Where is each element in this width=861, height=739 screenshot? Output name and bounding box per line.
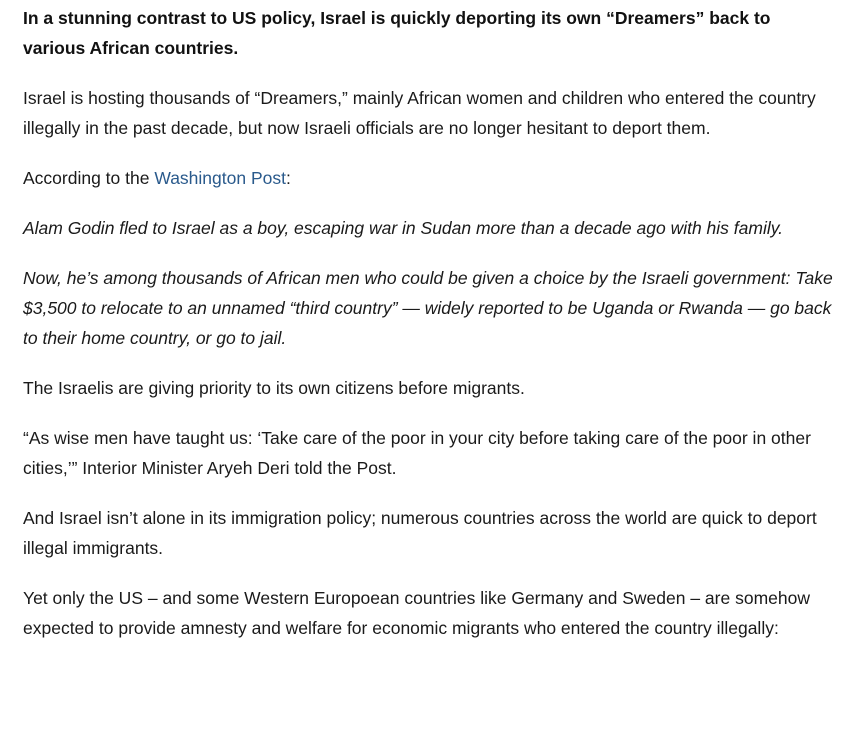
article-paragraph-4: “As wise men have taught us: ‘Take care of the poor in your city before taking care of the poor in other cities,’” Interior Minister Aryeh Deri told the Post. (23, 428, 811, 478)
article-paragraph-5: And Israel isn’t alone in its immigration policy; numerous countries across the world are quick to deport illegal immigrants. (23, 508, 817, 558)
article-body (23, 3, 833, 663)
paragraph-2-text-before: According to the (23, 168, 155, 188)
paragraph-2-text-after: : (285, 168, 291, 188)
article-paragraph-2 (23, 163, 833, 193)
article-paragraph-3: The Israelis are giving priority to its own citizens before migrants. (23, 378, 525, 398)
washington-post-link[interactable]: Washington Post (154, 168, 286, 188)
article-paragraph-6: Yet only the US – and some Western Europoean countries like Germany and Sweden – are somehow expected to provide amnesty and welfare for economic migrants who entered the country illegally: (23, 588, 810, 638)
block-quote-2: Now, he’s among thousands of African men who could be given a choice by the Israeli government: Take $3,500 to relocate to an unnamed “third country” — widely reported to be Uganda or Rwanda — go back to their home country, or go to jail. (23, 268, 833, 348)
block-quote-1: Alam Godin fled to Israel as a boy, escaping war in Sudan more than a decade ago with his family. (23, 218, 784, 238)
article-lead: In a stunning contrast to US policy, Israel is quickly deporting its own “Dreamers” back to various African countries. (23, 8, 771, 58)
article-paragraph-1: Israel is hosting thousands of “Dreamers,” mainly African women and children who entered the country illegally in the past decade, but now Israeli officials are no longer hesitant to deport them. (23, 88, 816, 138)
